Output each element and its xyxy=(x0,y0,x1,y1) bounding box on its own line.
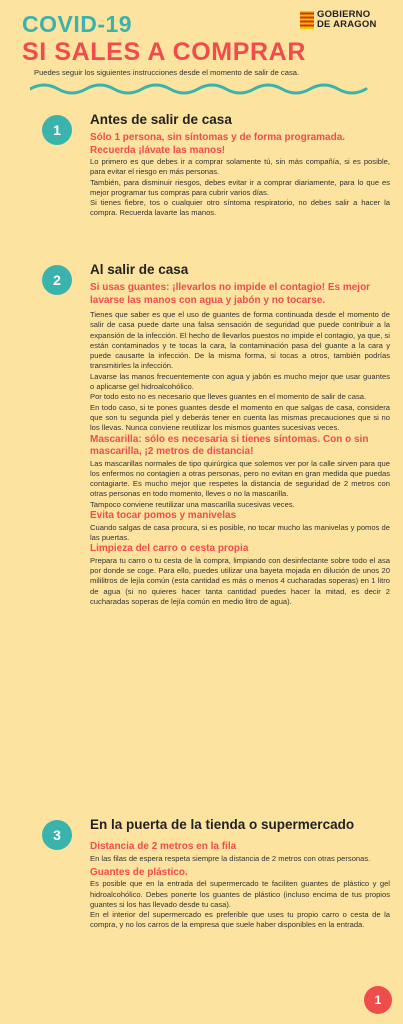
section-content xyxy=(90,282,390,607)
section-content xyxy=(90,841,390,931)
paragraph: Por todo esto no es necesario que lleves guantes en el momento de salir de casa. xyxy=(90,392,367,402)
step-number-badge: 3 xyxy=(42,820,72,850)
section-title: Al salir de casa xyxy=(90,262,189,277)
paragraph: Prepara tu carro o tu cesta de la compra, limpiando con desinfectante sobre todo el asa por donde se coge. Para ello, puedes utilizar una bayeta mojada en dilución de unos 20 mililitros de lejía común (esta cantidad es más o menos 4 cucharadas soperas) en 1 litro de agua (si no quieres hacer tanta cantidad puedes hacer la mitad, es decir 2 cucharadas soperas de lejía común en medio litro de agua). xyxy=(90,555,390,606)
paragraph: Lo primero es que debes ir a comprar solamente tú, sin más compañía, si es posible, para evitar el riesgo en más personas. xyxy=(90,157,390,177)
subheading: Limpieza del carro o cesta propia xyxy=(90,543,249,555)
logo-line-2: DE ARAGON xyxy=(317,19,377,30)
paragraph: Si tienes fiebre, tos o cualquier otro síntoma respiratorio, no debes salir a hacer la compra. Recuerda lavarte las manos. xyxy=(90,198,390,218)
paragraph: Lavarse las manos frecuentemente con agua y jabón es mucho mejor que usar guantes o aplicarse gel hidroalcohólico. xyxy=(90,371,390,392)
paragraph: Cuando salgas de casa procura, si es posible, no tocar mucho las manivelas y pomos de las puertas. xyxy=(90,522,390,542)
intro-text: Puedes seguir los siguientes instrucciones desde el momento de salir de casa. xyxy=(34,68,300,77)
page-number-badge: 1 xyxy=(364,986,392,1014)
step-number-badge: 1 xyxy=(42,115,72,145)
paragraph: También, para disminuir riesgos, debes evitar ir a comprar diariamente, para lo que es mejor programar tus compras para cubrir varios días. xyxy=(90,177,390,197)
logo-line-1: GOBIERNO xyxy=(317,9,371,20)
aragon-flag-icon xyxy=(300,11,314,29)
page-subtitle: SI SALES A COMPRAR xyxy=(22,38,306,66)
subheading: Distancia de 2 metros en la fila xyxy=(90,841,237,852)
subheading: Sólo 1 persona, sin síntomas y de forma programada. Recuerda ¡lávate las manos! xyxy=(90,132,346,156)
section-title: En la puerta de la tienda o supermercado xyxy=(90,817,355,832)
subheading: Mascarilla: sólo es necesaria si tienes síntomas. Con o sin mascarilla, ¡2 metros de distancia! xyxy=(90,433,369,458)
paragraph: Tampoco conviene reutilizar una mascarilla sucesivas veces. xyxy=(90,499,295,509)
logo-text xyxy=(317,10,377,30)
paragraph: En el interior del supermercado es preferible que uses tu propio carro o cesta de la compra, y no los carros de la empresa que suele haber disponibles en la entrada. xyxy=(90,910,390,930)
paragraph: En todo caso, si te pones guantes desde el momento en que salgas de casa, considera que son tu segunda piel y deberás tener en cuenta las mismas precauciones que si no los llevas. Nunca conviene reutilizar los mismos guantes sucesivas veces. xyxy=(90,402,390,433)
step-number-badge: 2 xyxy=(42,265,72,295)
subheading: Evita tocar pomos y manivelas xyxy=(90,510,237,522)
paragraph: Es posible que en la entrada del supermercado te faciliten guantes de plástico y gel hidroalcohólico. Debes ponerte los guantes de plástico (incluso encima de tus propios guantes si los has llevado desde tu casa). xyxy=(90,879,390,909)
wave-divider xyxy=(30,80,375,98)
paragraph: Tienes que saber es que el uso de guantes de forma continuada desde el momento de salir de casa puede darte una falsa sensación de seguridad que puede contribuir a la expansión de la infección. El hecho de llevarlos puestos no impide el contagio, ya que, si están contaminados y te tocas la cara, la contaminación pasa del guante a la cara y puede causarte la infección. De la misma forma, si tocas a otros, también podrías transmitirles la infección. xyxy=(90,310,390,371)
gobierno-aragon-logo xyxy=(300,10,396,32)
subheading: Si usas guantes: ¡llevarlos no impide el contagio! Es mejor lavarse las manos con agua y jabón y no tocarse. xyxy=(90,282,371,306)
subheading: Guantes de plástico. xyxy=(90,866,188,878)
header xyxy=(0,0,403,100)
section-title: Antes de salir de casa xyxy=(90,112,232,127)
paragraph: Las mascarillas normales de tipo quirúrgica que solemos ver por la calle sirven para que los enfermos no contagien a otras personas, pero no evitan en gran medida que puedas contagiarte. Es mucho mejor que respetes la distancia de seguridad de 2 metros con otras personas en todo momento, lleves o no la mascarilla. xyxy=(90,458,390,499)
page-title: COVID-19 xyxy=(22,11,133,37)
section-content xyxy=(90,132,390,219)
paragraph: En las filas de espera respeta siempre la distancia de 2 metros con otras personas. xyxy=(90,853,371,863)
